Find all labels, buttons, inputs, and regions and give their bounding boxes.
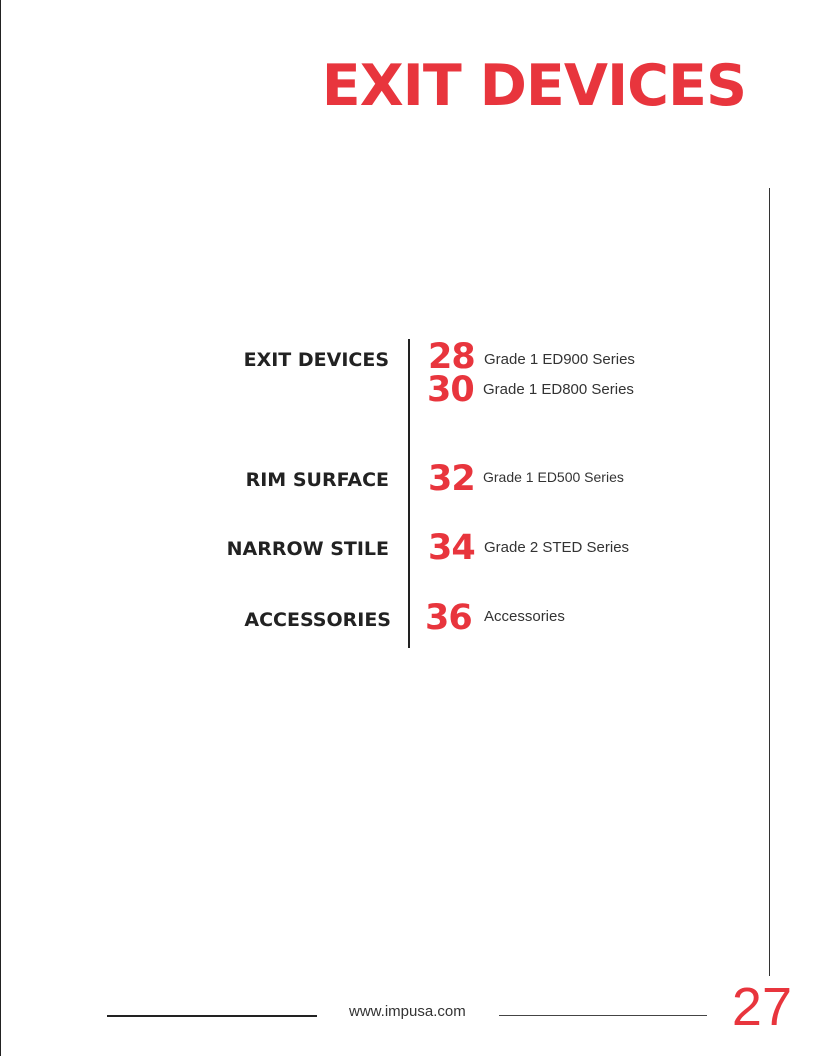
toc-entry-label[interactable]: Accessories (484, 608, 565, 625)
toc-page-number[interactable]: 36 (425, 598, 472, 638)
toc-entry-label[interactable]: Grade 2 STED Series (484, 539, 630, 556)
toc-section-accessories[interactable]: ACCESSORIES (244, 609, 391, 631)
toc-entry-label[interactable]: Grade 1 ED500 Series (483, 469, 624, 485)
vertical-rule-right (769, 188, 770, 976)
page-number: 27 (731, 977, 792, 1037)
toc-page-number[interactable]: 32 (428, 459, 475, 499)
footer-url[interactable]: www.impusa.com (349, 1003, 466, 1020)
toc-entry-label[interactable]: Grade 1 ED900 Series (484, 351, 635, 368)
toc-page-number[interactable]: 34 (428, 528, 475, 568)
toc-entry-label[interactable]: Grade 1 ED800 Series (483, 381, 634, 398)
toc-divider (408, 339, 410, 648)
footer-rule-right (499, 1015, 707, 1016)
page-title: EXIT DEVICES (321, 53, 746, 119)
toc-section-narrow-stile[interactable]: NARROW STILE (226, 538, 389, 560)
toc-section-rim-surface[interactable]: RIM SURFACE (245, 469, 389, 491)
page-edge-line (0, 0, 1, 1056)
footer-rule-left (107, 1015, 317, 1017)
toc-page-number[interactable]: 28 (428, 337, 475, 377)
toc-section-exit-devices[interactable]: EXIT DEVICES (243, 349, 389, 371)
toc-page-number[interactable]: 30 (427, 370, 474, 410)
